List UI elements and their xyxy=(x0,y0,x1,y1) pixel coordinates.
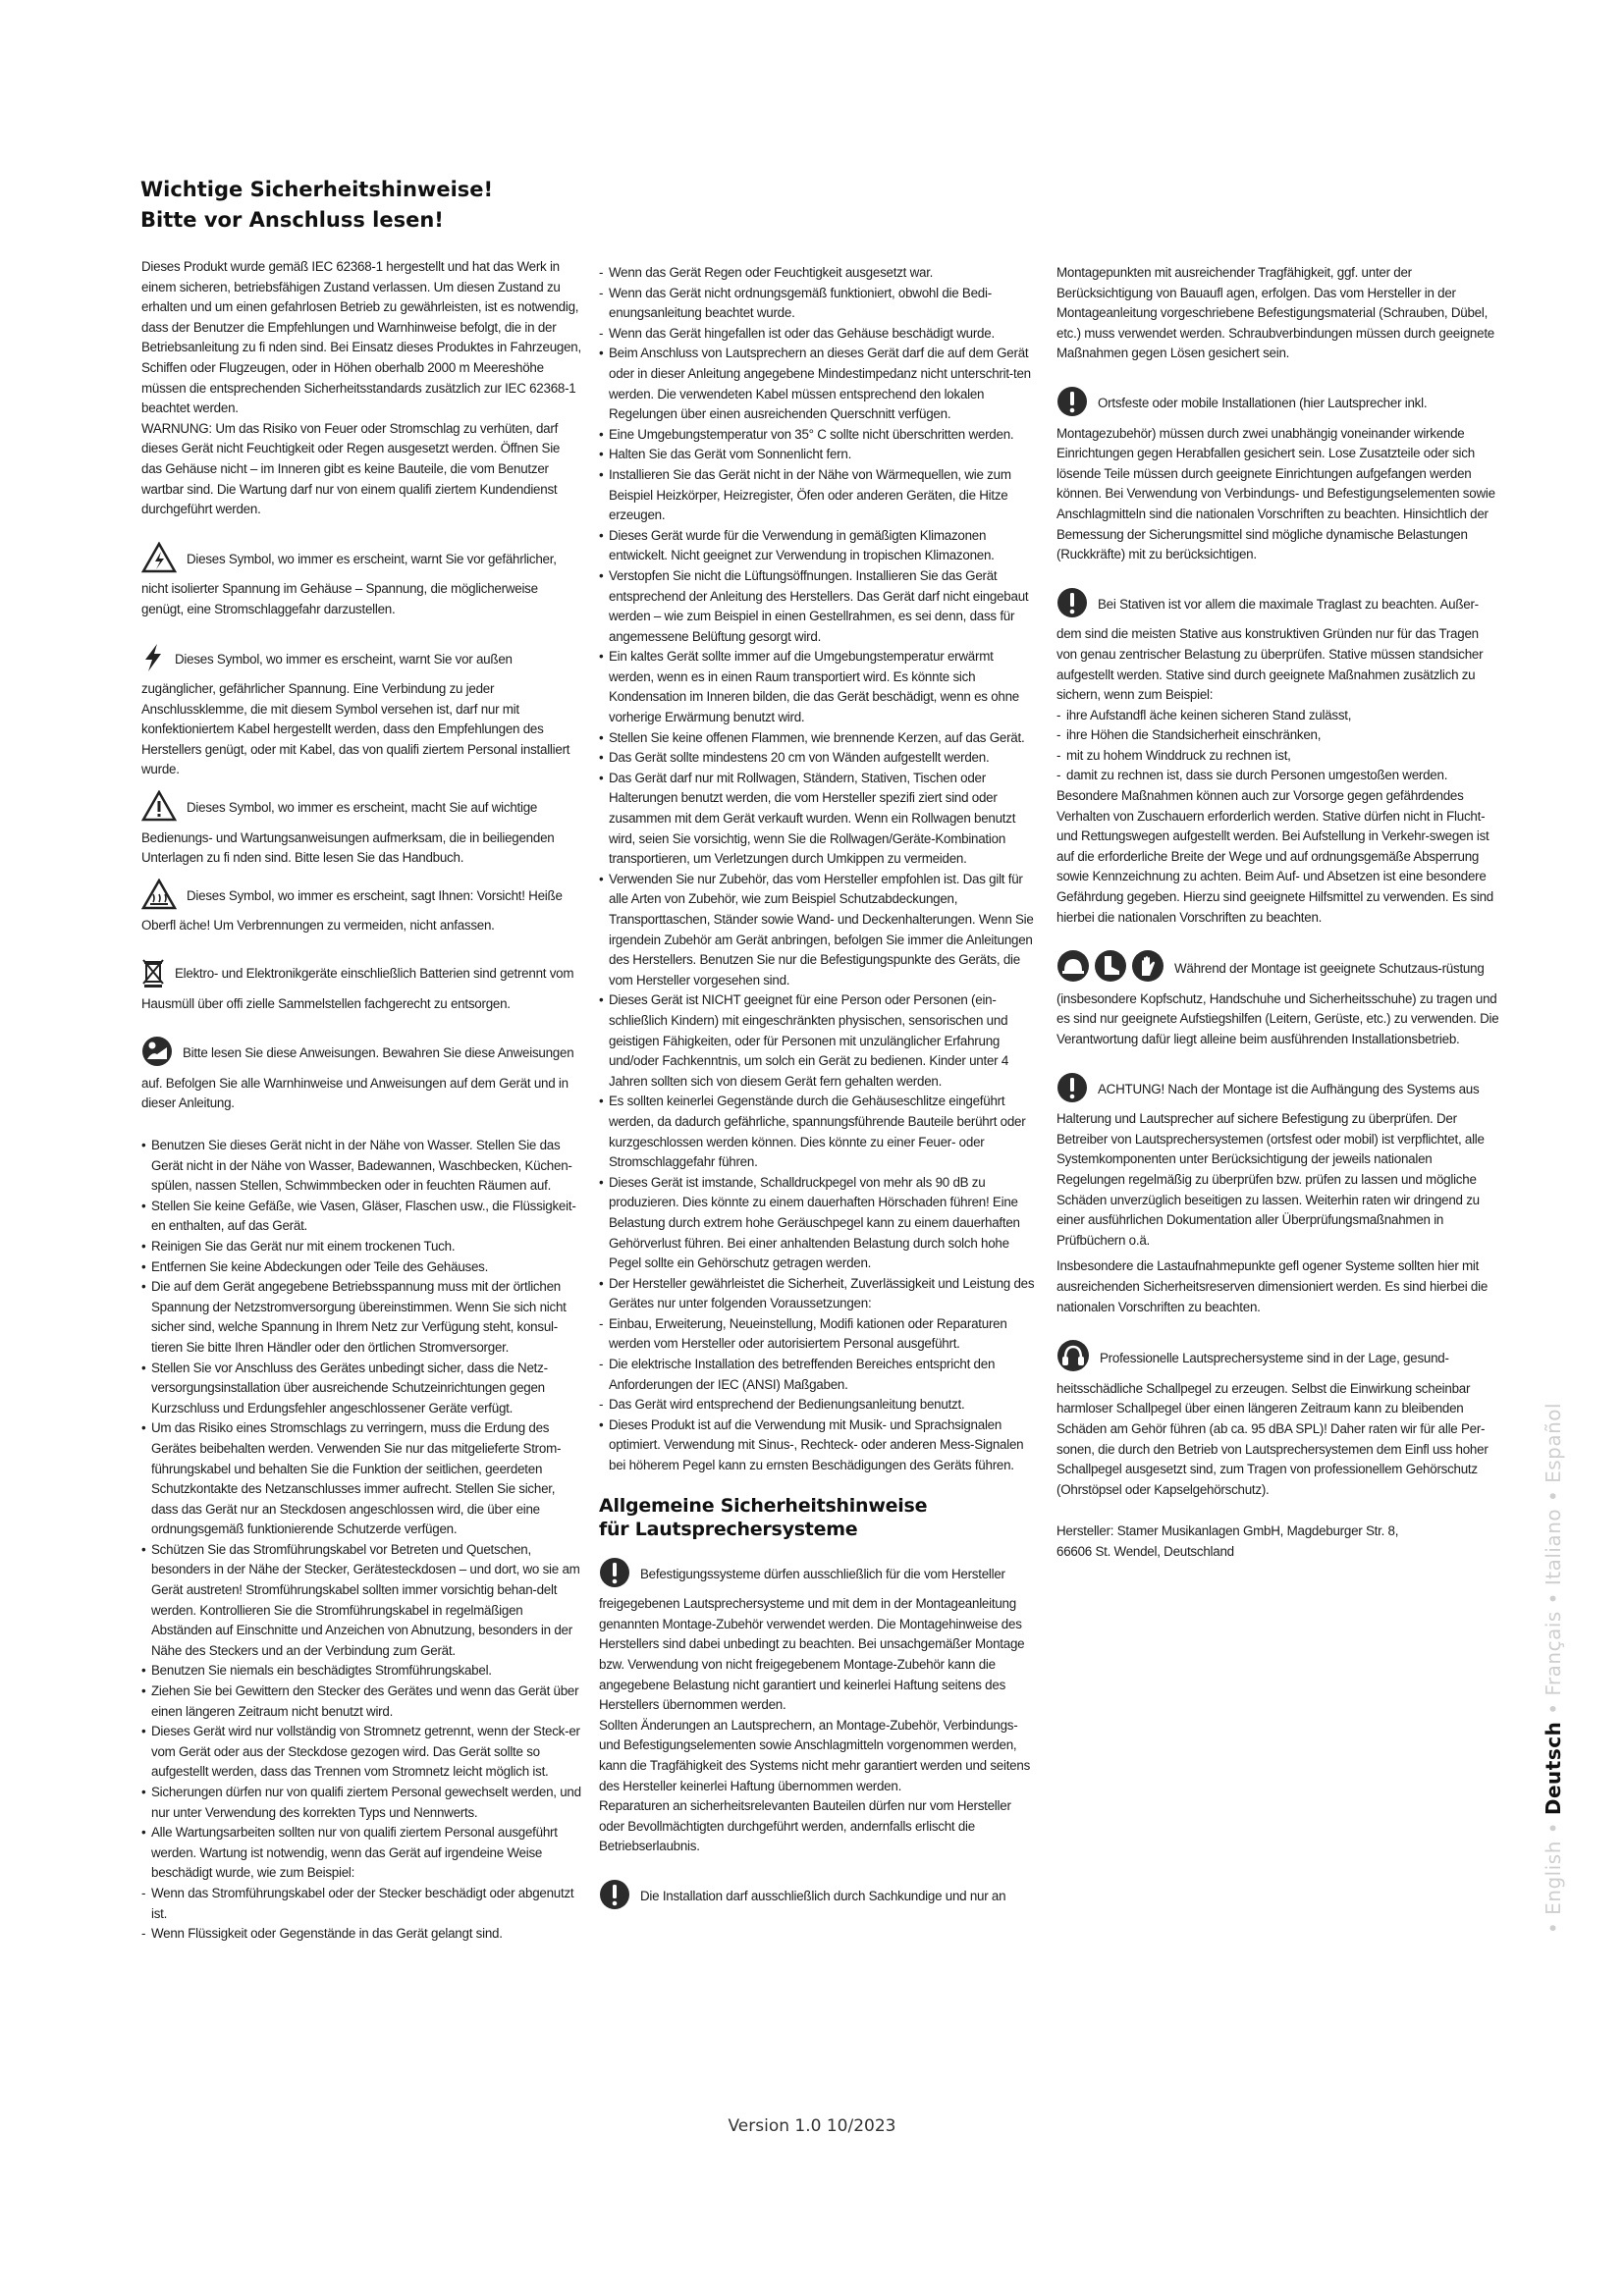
repair-paragraph: Reparaturen an sicherheitsrelevanten Bauteilen dürfen nur vom Hersteller oder Bevollmächtigten durchgeführt werden, andernfalls erlischt die Betriebserlaubnis. xyxy=(599,1798,1011,1854)
list-item: • Stellen Sie keine offenen Flammen, wie brennende Kerzen, auf das Gerät. xyxy=(599,728,1036,749)
separator: • xyxy=(1542,1914,1565,1934)
achtung-text: ACHTUNG! Nach der Montage ist die Aufhängung des Systems aus Halterung und Lautsprecher auf sichere Befestigung zu überprüfen. Der Betreiber von Lautsprechersystemen (ortsfest oder mobil) ist verpflichtet, alle Systemkomponenten unter Berücksichtigung der jeweils nationalen Regelungen regelmäßig zu überprüfen bzw. prüfen zu lassen und mögliche Schäden unverzüglich beseitigen zu lassen. Weiterhin raten wir dringend zu einer ausführlichen Dokumentation aller Überprüfungsmaßnahmen in Prüfbüchern o.ä. xyxy=(1056,1081,1485,1248)
list-item: - Wenn das Gerät hingefallen ist oder das Gehäuse beschädigt wurde. xyxy=(599,324,1036,345)
intro-paragraph: Dieses Produkt wurde gemäß IEC 62368-1 hergestellt und hat das Werk in einem sicheren, betriebsfähigen Zustand verlassen. Um diesen Zustand zu erhalten und um einen gefahrlosen Betrieb zu gewährleisten, ist es notwendig, dass der Benutzer die Empfehlungen und Warnhinweise befolgt, die in der Betriebsanleitung zu fi nden sind. Bei Einsatz dieses Produktes in Fahrzeugen, Schiffen oder Flugzeugen, oder in Höhen oberhalb 2000 m Meereshöhe müssen die entsprechenden Sicherheitsstandards zusätzlich zur IEC 62368-1 beachtet werden. xyxy=(141,259,581,416)
list-item: - ihre Höhen die Standsicherheit einschränken, xyxy=(1056,725,1500,746)
symbol-voltage-block xyxy=(141,542,583,620)
symbol-exclamation-text: Dieses Symbol, wo immer es erscheint, macht Sie auf wichtige Bedienungs- und Wartungsanweisungen aufmerksam, die in beiliegenden Unterlagen zu fi nden sind. Bitte lesen Sie das Handbuch. xyxy=(141,800,555,866)
manufacturer-address xyxy=(1056,1522,1500,1562)
protective-equipment-block xyxy=(1056,949,1500,1049)
list-item: - Wenn das Gerät Regen oder Feuchtigkeit ausgesetzt war. xyxy=(599,263,1036,284)
list-item: • Das Gerät sollte mindestens 20 cm von Wänden aufgestellt werden. xyxy=(599,748,1036,769)
stands-paragraph-2: Besondere Maßnahmen können auch zur Vorsorge gegen gefährdendes Verhalten von Zuschauern erforderlich werden. Stative dürfen nicht in Flucht- und Rettungswegen aufgestellt werden. Bei Aufstellung in Verkehr-swegen ist auf die erforderliche Breite der Wege und auf ordnungsgemäße Absperrung sowie Kennzeichnung zu achten. Beim Auf- und Absetzen ist eine besondere Gefährdung gegeben. Hierzu sind geeignete Hilfsmittel zu verwenden. Es sind hierbei die nationalen Vorschriften zu beachten. xyxy=(1056,788,1493,925)
exclamation-circle-icon xyxy=(1056,386,1088,424)
list-item: • Benutzen Sie niemals ein beschädigtes Stromführungskabel. xyxy=(141,1661,583,1682)
language-francais[interactable]: Français xyxy=(1542,1611,1565,1696)
language-english[interactable]: English xyxy=(1542,1841,1565,1915)
symbol-hot-surface-block xyxy=(141,879,583,936)
list-item: • Beim Anschluss von Lautsprechern an dieses Gerät darf die auf dem Gerät oder in dieser Anleitung angegebene Mindestimpedanz nicht unterschrit-ten werden. Die verwendeten Kabel müssen entsprechend den lokalen Regelungen über einen ausreichenden Querschnitt verfügen. xyxy=(599,344,1036,424)
language-deutsch[interactable]: Deutsch xyxy=(1542,1721,1565,1816)
list-item: - Das Gerät wird entsprechend der Bedienungsanleitung benutzt. xyxy=(599,1395,1036,1415)
list-item: • Verstopfen Sie nicht die Lüftungsöffnungen. Installieren Sie das Gerät entsprechend der Anleitung des Herstellers. Das Gerät darf nicht eingebaut werden – wie zum Beispiel in einen Gestellrahmen, es sei denn, dass für angemessene Belüftung gesorgt wird. xyxy=(599,566,1036,647)
read-manual-icon xyxy=(141,1036,173,1074)
list-item: • Dieses Gerät ist NICHT geeignet für eine Person oder Personen (ein-schließlich Kindern) mit eingeschränkten physischen, sensorischen und geistigen Fähigkeiten, oder für Personen mit unzulänglicher Erfahrung und/oder Fachkenntnis, um solch ein Gerät zu bedienen. Kinder unter 4 Jahren sollten sich von diesem Gerät fern gehalten werden. xyxy=(599,990,1036,1092)
language-espanol[interactable]: Español xyxy=(1542,1402,1565,1483)
list-item: • Verwenden Sie nur Zubehör, das vom Hersteller empfohlen ist. Das gilt für alle Arten von Zubehör, wie zum Beispiel Schutzabdeckungen, Transporttaschen, Ständer sowie Wand- und Deckenhalterungen. Wenn Sie irgendein Zubehör am Gerät anbringen, befolgen Sie immer die Anleitungen des Herstellers. Benutzen Sie nur die Befestigungspunkte des Geräts, die vom Hersteller vorgesehen sind. xyxy=(599,870,1036,991)
symbol-exclamation-block xyxy=(141,790,583,869)
list-item: • Der Hersteller gewährleistet die Sicherheit, Zuverlässigkeit und Leistung des Gerätes nur unter folgenden Voraussetzungen: xyxy=(599,1274,1036,1314)
exclamation-circle-icon xyxy=(599,1557,630,1595)
page-title xyxy=(140,175,493,236)
hearing-protection-block xyxy=(1056,1339,1500,1500)
list-item: • Ziehen Sie bei Gewittern den Stecker des Gerätes und wenn das Gerät über einen längeren Zeitraum nicht benutzt wird. xyxy=(141,1682,583,1722)
list-item: • Die auf dem Gerät angegebene Betriebsspannung muss mit der örtlichen Spannung der Netzstromversorgung übereinstimmen. Wenn Sie sich nicht sicher sind, welche Spannung in Ihrem Netz zur Verfügung steht, konsul-tieren Sie bitte Ihren Händler oder den örtlichen Stromversorger. xyxy=(141,1277,583,1358)
list-item: • Sicherungen dürfen nur von qualifi ziertem Personal gewechselt werden, und nur unter Verwendung des korrekten Typs und Nennwerts. xyxy=(141,1783,583,1823)
list-item: • Ein kaltes Gerät sollte immer auf die Umgebungstemperatur erwärmt werden, wenn es in einen Raum transportiert wird. Es könnte sich Kondensation im Inneren bilden, die das Gerät beschädigt, wenn es ohne vorherige Erwärmung benutzt wird. xyxy=(599,647,1036,727)
installation-block xyxy=(599,1879,1036,1917)
hearing-protection-text: Professionelle Lautsprechersysteme sind in der Lage, gesund-heitsschädliche Schallpegel zu erzeugen. Selbst die Einwirkung scheinbar harmloser Schallpegel über einen längeren Zeitraum kann zu bleibenden Schäden am Gehör führen (ab ca. 95 dBA SPL)! Daher raten wir für alle Per-sonen, die durch den Betrieb von Lautsprechersystemen dem Einfl uss hoher Schallpegel ausgesetzt sind, zum Tragen von professionellem Gehörschutz (Ohrstöpsel oder Kapselgehörschutz). xyxy=(1056,1351,1489,1497)
list-item: • Dieses Gerät wurde für die Verwendung in gemäßigten Klimazonen entwickelt. Nicht geeignet zur Verwendung in tropischen Klimazonen. xyxy=(599,526,1036,566)
symbol-hot-surface-text: Dieses Symbol, wo immer es erscheint, sagt Ihnen: Vorsicht! Heiße Oberfl äche! Um Verbrennungen zu vermeiden, nicht anfassen. xyxy=(141,887,563,934)
list-item: • Entfernen Sie keine Abdeckungen oder Teile des Gehäuses. xyxy=(141,1257,583,1278)
list-item: • Alle Wartungsarbeiten sollten nur von qualifi ziertem Personal ausgeführt werden. Wartung ist notwendig, wenn das Gerät auf irgendeine Weise beschädigt wurde, wie zum Beispiel: xyxy=(141,1823,583,1884)
stands-block xyxy=(1056,587,1500,706)
symbol-read-manual-block xyxy=(141,1036,583,1114)
manufacturer-line-1: Hersteller: Stamer Musikanlagen GmbH, Magdeburger Str. 8, xyxy=(1056,1523,1399,1539)
language-italiano[interactable]: Italiano xyxy=(1542,1508,1565,1586)
list-item: • Das Gerät darf nur mit Rollwagen, Ständern, Stativen, Tischen oder Halterungen benutzt werden, die vom Hersteller spezifi ziert sind oder zusammen mit dem Gerät verkauft wurden. Wenn ein Rollwagen benutzt wird, seien Sie vorsichtig, wenn Sie die Rollwagen/Geräte-Kombination transportieren, um Verletzungen durch Umkippen zu vermeiden. xyxy=(599,769,1036,870)
mounting-text: Befestigungssysteme dürfen ausschließlich für die vom Hersteller freigegebenen Lautsprechersysteme und mit dem in der Montageanleitung genannten Montage-Zubehör verwendet werden. Die Montagehinweise des Herstellers sind dabei unbedingt zu beachten. Bei unsachgemäßer Montage bzw. Verwendung von nicht freigegebenem Montage-Zubehör kann die angegebene Belastung nicht garantiert und keinerlei Haftung seitens des Herstellers übernommen werden. xyxy=(599,1566,1025,1713)
stands-text: Bei Stativen ist vor allem die maximale Traglast zu beachten. Außer-dem sind die meisten Stative aus konstruktiven Gründen nur für das Tragen von genau zentrischer Belastung zu überprüfen. Stative müssen standsicher aufgestellt werden. Stative sind durch geeignete Maßnahmen zusätzlich zu sichern, wenn zum Beispiel: xyxy=(1056,596,1484,703)
list-item: • Es sollten keinerlei Gegenstände durch die Gehäuseschlitze eingeführt werden, da dadurch gefährliche, spannungsführende Bauteile berührt oder kurzgeschlossen werden können. Dies könnte zu einer Feuer- oder Stromschlaggefahr führen. xyxy=(599,1092,1036,1172)
lightning-bolt-icon xyxy=(141,642,165,680)
list-item: • Stellen Sie vor Anschluss des Gerätes unbedingt sicher, dass die Netz-versorgungsinstallation über ausreichende Schutzeinrichtungen gegen Kurzschluss und Erdungsfehler angeschlossener Geräte verfügt. xyxy=(141,1359,583,1419)
list-item: • Um das Risiko eines Stromschlags zu verringern, muss die Erdung des Gerätes beibehalten werden. Verwenden Sie nur das mitgelieferte Strom-führungskabel und behalten Sie die Funktion der seitlichen, geerdeten Schutzkontakte des Netzanschlusses immer aufrecht. Stellen Sie sicher, dass das Gerät nur an Steckdosen angeschlossen wird, die über eine ordnungsgemäß funktionierende Schutzerde verfügen. xyxy=(141,1418,583,1540)
separator: • xyxy=(1542,1695,1565,1722)
protective-equipment-text: Während der Montage ist geeignete Schutzaus-rüstung (insbesondere Kopfschutz, Handschuhe und Sicherheitsschuhe) zu tragen und es sind nur geeignete Aufstiegshilfen (Leitern, Gerüste, etc.) zu verwenden. Die Verantwortung dafür liegt alleine beim ausführenden Installationsbetrieb. xyxy=(1056,961,1499,1046)
safety-boot-icon xyxy=(1094,949,1127,989)
column-2 xyxy=(599,263,1036,1917)
language-sidebar xyxy=(1538,1402,1567,1934)
mobile-installations-block xyxy=(1056,386,1500,565)
list-item: - Die elektrische Installation des betreffenden Bereiches entspricht den Anforderungen der IEC (ANSI) Maßgaben. xyxy=(599,1355,1036,1395)
load-points-paragraph: Insbesondere die Lastaufnahmepunkte gefl ogener Systeme sollten hier mit ausreichenden Sicherheitsreserven dimensioniert werden. Es sind hierbei die nationalen Vorschriften zu beachten. xyxy=(1056,1258,1489,1314)
modification-paragraph: Sollten Änderungen an Lautsprechern, an Montage-Zubehör, Verbindungs- und Befestigungselementen sowie Anschlagmitteln vorgenommen werden, kann die Tragfähigkeit des Systems nicht mehr garantiert werden und seitens des Hersteller keinerlei Haftung übernommen werden. xyxy=(599,1717,1031,1793)
mobile-installations-text: Ortsfeste oder mobile Installationen (hier Lautsprecher inkl. Montagezubehör) müssen durch zwei unabhängig voneinander wirkende Einrichtungen gegen Herabfallen gesichert sein. Lose Zusatzteile oder sich lösende Teile müssen durch geeignete Einrichtungen aufgefangen werden können. Bei Verwendung von Verbindungs- und Befestigungselementen sowie Anschlagmitteln sind die nationalen Vorschriften zu beachten. Hinsichtlich der Bemessung der Sicherungsmittel sind mögliche dynamische Belastungen (Ruckkräfte) mit zu berücksichtigen. xyxy=(1056,395,1495,562)
symbol-weee-block xyxy=(141,958,583,1014)
list-item: • Halten Sie das Gerät vom Sonnenlicht fern. xyxy=(599,445,1036,465)
hearing-protection-icon xyxy=(1056,1339,1090,1379)
list-item: - Wenn das Gerät nicht ordnungsgemäß funktioniert, obwohl die Bedi-enungsanleitung beachtet wurde. xyxy=(599,284,1036,324)
warning-paragraph: WARNUNG: Um das Risiko von Feuer oder Stromschlag zu verhüten, darf dieses Gerät nicht Feuchtigkeit oder Regen ausgesetzt werden. Öffnen Sie das Gehäuse nicht – im Inneren gibt es keine Bauteile, die vom Benutzer wartbar sind. Die Wartung darf nur von einem qualifi ziertem Kundendienst durchgeführt werden. xyxy=(141,420,561,517)
service-dash-list xyxy=(141,1884,583,1945)
list-item: • Dieses Gerät wird nur vollständig von Stromnetz getrennt, wenn der Steck-er vom Gerät oder aus der Steckdose gezogen wird. Das Gerät sollte so aufgestellt werden, dass das Trennen vom Stromnetz leicht möglich ist. xyxy=(141,1722,583,1783)
section-heading-speakers xyxy=(599,1494,1036,1541)
signal-bullet xyxy=(599,1415,1036,1476)
list-item: - Wenn das Stromführungskabel oder der Stecker beschädigt oder abgenutzt ist. xyxy=(141,1884,583,1924)
version-footer: Version 1.0 10/2023 xyxy=(728,2116,896,2136)
list-item: • Dieses Gerät ist imstande, Schalldruckpegel von mehr als 90 dB zu produzieren. Dies könnte zu einem dauerhaften Hörschaden führen! Eine Belastung durch extrem hohe Geräuschpegel kann zu einem dauerhaften Gehörverlust führen. Bei einer anhaltenden Belastung durch solch hohe Pegel sollte ein Gehörschutz getragen werden. xyxy=(599,1173,1036,1274)
list-item: - ihre Aufstandfl äche keinen sicheren Stand zulässt, xyxy=(1056,706,1500,726)
device-bullet-list xyxy=(599,344,1036,1314)
list-item: - Einbau, Erweiterung, Neueinstellung, Modifi kationen oder Reparaturen werden vom Hersteller oder autorisiertem Personal ausgeführt. xyxy=(599,1314,1036,1355)
safety-bullet-list xyxy=(141,1136,583,1884)
installation-text: Die Installation darf ausschließlich durch Sachkundige und nur an xyxy=(640,1888,1006,1903)
conditions-dash-list xyxy=(599,1314,1036,1415)
voltage-warning-icon xyxy=(141,542,177,580)
installation-continued: Montagepunkten mit ausreichender Tragfähigkeit, ggf. unter der Berücksichtigung von Bauaufl agen, erfolgen. Das vom Hersteller in der Montageanleitung vorgeschriebene Befestigungsmaterial (Schrauben, Dübel, etc.) muss verwendet werden. Schraubverbindungen müssen durch geeignete Maßnahmen gegen Lösen gesichert sein. xyxy=(1056,265,1494,361)
list-item: • Stellen Sie keine Gefäße, wie Vasen, Gläser, Flaschen usw., die Flüssigkeit-en enthalten, auf das Gerät. xyxy=(141,1197,583,1237)
list-item: • Benutzen Sie dieses Gerät nicht in der Nähe von Wasser. Stellen Sie das Gerät nicht in der Nähe von Wasser, Badewannen, Waschbecken, Küchen-spülen, nassen Stellen, Schwimmbecken oder in feuchten Räumen auf. xyxy=(141,1136,583,1197)
stands-dash-list xyxy=(1056,706,1500,786)
exclamation-circle-icon xyxy=(1056,587,1088,625)
list-item: • Installieren Sie das Gerät nicht in der Nähe von Wärmequellen, wie zum Beispiel Heizkörper, Heizregister, Öfen oder anderen Geräten, die Hitze erzeugen. xyxy=(599,465,1036,526)
separator: • xyxy=(1542,1585,1565,1612)
column-1 xyxy=(141,257,583,1945)
title-line-1: Wichtige Sicherheitshinweise! xyxy=(140,178,494,201)
mounting-block xyxy=(599,1557,1036,1716)
symbol-voltage-text: Dieses Symbol, wo immer es erscheint, warnt Sie vor gefährlicher, nicht isolierter Spannung im Gehäuse – Spannung, die möglicherweise genügt, eine Stromschlaggefahr darzustellen. xyxy=(141,551,557,616)
separator: • xyxy=(1542,1815,1565,1842)
symbol-read-manual-text: Bitte lesen Sie diese Anweisungen. Bewahren Sie diese Anweisungen auf. Befolgen Sie alle Warnhinweise und Anweisungen auf dem Gerät und in dieser Anleitung. xyxy=(141,1045,574,1111)
helmet-icon xyxy=(1056,949,1090,989)
section-heading-line-1: Allgemeine Sicherheitshinweise xyxy=(599,1494,928,1517)
separator: • xyxy=(1542,1482,1565,1509)
manufacturer-line-2: 66606 St. Wendel, Deutschland xyxy=(1056,1543,1234,1559)
symbol-weee-text: Elektro- und Elektronikgeräte einschließlich Batterien sind getrennt vom Hausmüll über offi zielle Sammelstellen fachgerecht zu entsorgen. xyxy=(141,966,574,1011)
list-item: - Wenn Flüssigkeit oder Gegenstände in das Gerät gelangt sind. xyxy=(141,1924,583,1945)
column-3 xyxy=(1056,263,1500,1562)
glove-icon xyxy=(1131,949,1164,989)
list-item: • Dieses Produkt ist auf die Verwendung mit Musik- und Sprachsignalen optimiert. Verwendung mit Sinus-, Rechteck- oder anderen Mess-Signalen bei höherem Pegel kann zu ernsten Beschädigungen des Geräts führen. xyxy=(599,1415,1036,1476)
exclamation-circle-icon xyxy=(599,1879,630,1917)
list-item: • Eine Umgebungstemperatur von 35° C sollte nicht überschritten werden. xyxy=(599,425,1036,446)
list-item: - mit zu hohem Winddruck zu rechnen ist, xyxy=(1056,746,1500,767)
symbol-bolt-text: Dieses Symbol, wo immer es erscheint, warnt Sie vor außen zugänglicher, gefährlicher Spannung. Eine Verbindung zu jeder Anschlussklemme, die mit diesem Symbol versehen ist, darf nur mit konfektioniertem Kabel hergestellt werden, dass den Empfehlungen des Herstellers genügt, oder mit Kabel, das von qualifi ziertem Personal installiert wurde. xyxy=(141,651,570,777)
list-item: - damit zu rechnen ist, dass sie durch Personen umgestoßen werden. xyxy=(1056,766,1500,786)
achtung-block xyxy=(1056,1072,1500,1252)
service-dash-list-continued xyxy=(599,263,1036,344)
symbol-bolt-block xyxy=(141,642,583,781)
weee-bin-icon xyxy=(141,958,165,994)
exclamation-circle-icon xyxy=(1056,1072,1088,1110)
list-item: • Schützen Sie das Stromführungskabel vor Betreten und Quetschen, besonders in der Nähe der Stecker, Gerätesteckdosen – und dort, wo sie am Gerät austreten! Stromführungskabel sollten immer vorsichtig behan-delt werden. Kontrollieren Sie die Stromführungskabel in regelmäßigen Abständen auf Einschnitte und Anzeichen von Abnutzung, besonders in der Nähe des Steckers und an der Verbindung zum Gerät. xyxy=(141,1540,583,1662)
list-item: • Reinigen Sie das Gerät nur mit einem trockenen Tuch. xyxy=(141,1237,583,1257)
hot-surface-icon xyxy=(141,879,177,917)
title-line-2: Bitte vor Anschluss lesen! xyxy=(140,208,444,232)
exclamation-triangle-icon xyxy=(141,790,177,828)
section-heading-line-2: für Lautsprechersysteme xyxy=(599,1518,858,1540)
